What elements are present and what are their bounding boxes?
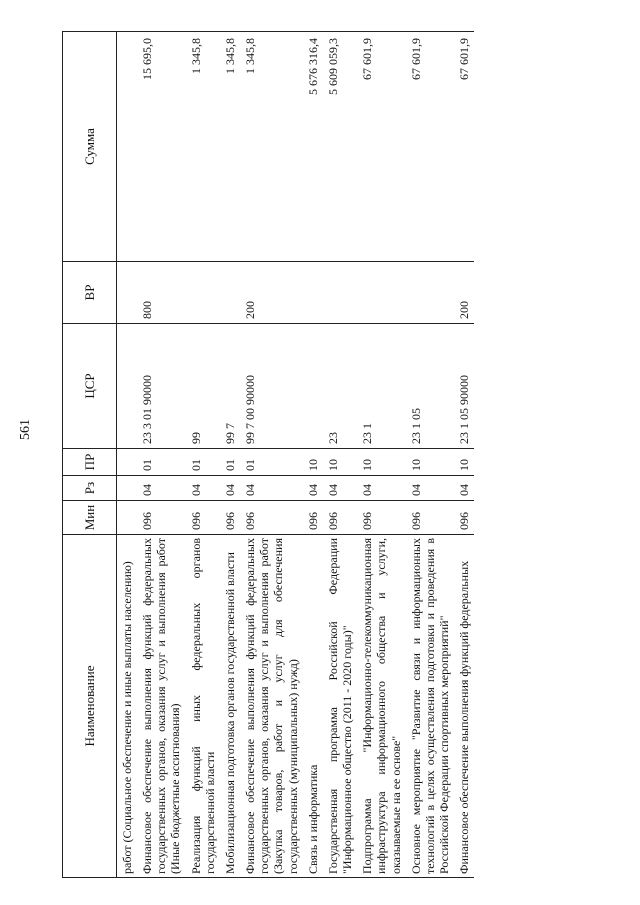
row-csr: [303, 324, 323, 449]
row-pr: 10: [303, 449, 323, 476]
budget-table: [62, 31, 474, 878]
row-rz: 04: [186, 476, 220, 501]
row-csr: [117, 324, 138, 449]
table-row: [454, 32, 474, 878]
row-rz: 04: [454, 476, 474, 501]
row-name: Мобилизационная подготовка органов государственной власти: [220, 535, 240, 878]
row-sum: 1 345,8: [186, 32, 220, 262]
row-min: 096: [454, 501, 474, 535]
row-rz: 04: [303, 476, 323, 501]
row-csr: 99: [186, 324, 220, 449]
row-name: работ (Социальное обеспечение и иные выплаты населению): [117, 535, 138, 878]
row-sum: 1 345,8: [220, 32, 240, 262]
row-vr: 800: [137, 262, 185, 324]
row-min: 096: [406, 501, 454, 535]
row-sum: 1 345,8: [240, 32, 303, 262]
row-vr: 200: [454, 262, 474, 324]
row-pr: 10: [406, 449, 454, 476]
row-pr: 01: [220, 449, 240, 476]
row-min: 096: [137, 501, 185, 535]
row-vr: [303, 262, 323, 324]
table-row: [240, 32, 303, 878]
row-csr: 23: [323, 324, 357, 449]
row-rz: 04: [323, 476, 357, 501]
row-csr: 99 7 00 90000: [240, 324, 303, 449]
table-row: [220, 32, 240, 878]
row-csr: 99 7: [220, 324, 240, 449]
table-header-row: [63, 32, 117, 878]
row-min: 096: [303, 501, 323, 535]
header-sum: Сумма: [63, 32, 117, 262]
row-name: Подпрограмма "Информационно-телекоммуникационная инфраструктура информационного общества и услуги, оказываемые на ее основе": [357, 535, 405, 878]
row-vr: [323, 262, 357, 324]
row-rz: 04: [220, 476, 240, 501]
row-pr: 01: [186, 449, 220, 476]
row-pr: [117, 449, 138, 476]
table-row: [303, 32, 323, 878]
row-min: [117, 501, 138, 535]
row-vr: [186, 262, 220, 324]
row-sum: [117, 32, 138, 262]
table-row: [117, 32, 138, 878]
row-vr: [406, 262, 454, 324]
row-csr: 23 1 05 90000: [454, 324, 474, 449]
rotated-budget-table: [62, 32, 582, 878]
row-pr: 01: [137, 449, 185, 476]
row-rz: 04: [240, 476, 303, 501]
row-vr: 200: [240, 262, 303, 324]
table-row: [137, 32, 185, 878]
header-csr: ЦСР: [63, 324, 117, 449]
row-name: Реализация функций иных федеральных органов государственной власти: [186, 535, 220, 878]
row-name: Финансовое обеспечение выполнения функций федеральных государственных органов, оказания услуг и выполнения работ (Закупка товаров, работ и услуг для обеспечения государственных (муниципальных) нужд): [240, 535, 303, 878]
row-min: 096: [220, 501, 240, 535]
header-rz: Рз: [63, 476, 117, 501]
row-rz: 04: [357, 476, 405, 501]
row-rz: 04: [137, 476, 185, 501]
row-sum: 67 601,9: [357, 32, 405, 262]
header-name: Наименование: [63, 535, 117, 878]
table-row: [357, 32, 405, 878]
row-name: Финансовое обеспечение выполнения функций федеральных: [454, 535, 474, 878]
header-min: Мин: [63, 501, 117, 535]
table-row: [186, 32, 220, 878]
row-name: Финансовое обеспечение выполнения функций федеральных государственных органов, оказания услуг и выполнения работ (Иные бюджетные ассигнования): [137, 535, 185, 878]
row-name: Государственная программа Российской Федерации "Информационное общество (2011 - 2020 годы)": [323, 535, 357, 878]
row-sum: 5 609 059,3: [323, 32, 357, 262]
row-sum: 15 695,0: [137, 32, 185, 262]
row-rz: [117, 476, 138, 501]
table-row: [323, 32, 357, 878]
row-vr: [357, 262, 405, 324]
row-name: Основное мероприятие "Развитие связи и информационных технологий в целях осуществления подготовки и проведения в Российской Федерации спортивных мероприятий": [406, 535, 454, 878]
row-min: 096: [357, 501, 405, 535]
row-pr: 10: [323, 449, 357, 476]
row-pr: 10: [357, 449, 405, 476]
header-pr: ПР: [63, 449, 117, 476]
row-csr: 23 3 01 90000: [137, 324, 185, 449]
row-sum: 5 676 316,4: [303, 32, 323, 262]
page-number: 561: [18, 419, 33, 440]
row-csr: 23 1: [357, 324, 405, 449]
row-vr: [220, 262, 240, 324]
row-min: 096: [186, 501, 220, 535]
header-vr: ВР: [63, 262, 117, 324]
row-csr: 23 1 05: [406, 324, 454, 449]
row-name: Связь и информатика: [303, 535, 323, 878]
row-rz: 04: [406, 476, 454, 501]
row-min: 096: [240, 501, 303, 535]
row-min: 096: [323, 501, 357, 535]
row-pr: 10: [454, 449, 474, 476]
row-sum: 67 601,9: [406, 32, 454, 262]
row-sum: 67 601,9: [454, 32, 474, 262]
row-pr: 01: [240, 449, 303, 476]
row-vr: [117, 262, 138, 324]
table-row: [406, 32, 454, 878]
